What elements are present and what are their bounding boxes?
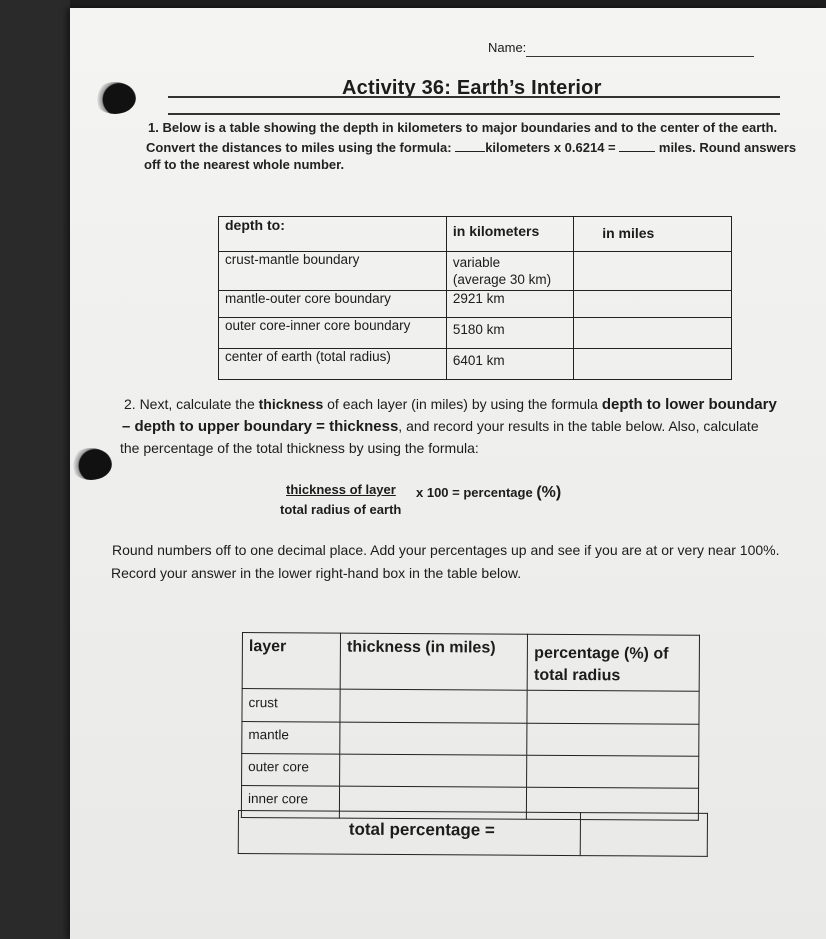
percentage-answer-cell[interactable] — [527, 690, 699, 724]
total-percentage-cell[interactable] — [580, 813, 707, 857]
thickness-answer-cell[interactable] — [340, 689, 527, 723]
depth-table-header — [219, 217, 732, 252]
row-km: 5180 km — [446, 318, 573, 349]
title-rule-bottom — [168, 113, 780, 115]
header-percentage — [527, 634, 699, 691]
miles-answer-cell[interactable] — [574, 349, 732, 380]
round-line1: Round numbers off to one decimal place. Add your percentages up and see if you are at or very near 100%. — [112, 542, 780, 558]
row-label: crust-mantle boundary — [219, 252, 447, 291]
thickness-table-header — [242, 633, 699, 692]
page-title: Activity 36: Earth’s Interior — [342, 77, 602, 99]
total-row — [238, 811, 707, 857]
thickness-answer-cell[interactable] — [340, 722, 527, 755]
table-row — [219, 349, 732, 380]
q1-line1: 1. Below is a table showing the depth in kilometers to major boundaries and to the center of the earth. — [148, 120, 778, 135]
row-km — [446, 252, 573, 291]
name-label: Name: — [488, 40, 527, 55]
layer-label: mantle — [242, 722, 340, 755]
round-line2: Record your answer in the lower right-hand box in the table below. — [111, 565, 522, 581]
q2-line3: the percentage of the total thickness by using the formula: — [120, 440, 479, 456]
q1-formula-prefix: Convert the distances to miles using the formula: — [146, 140, 452, 155]
q2-line2 — [122, 418, 759, 435]
header-in-miles: in miles — [574, 217, 732, 252]
layer-label: crust — [242, 689, 340, 723]
thickness-table — [241, 632, 700, 821]
table-row — [219, 252, 732, 291]
thickness-answer-cell[interactable] — [340, 754, 527, 787]
row-km: 6401 km — [446, 349, 573, 380]
header-thickness: thickness (in miles) — [340, 633, 527, 690]
title-rule-top — [168, 96, 780, 98]
q2-depth-lower: depth to lower boundary — [601, 396, 777, 413]
km-blank[interactable] — [455, 141, 485, 152]
q2-formula-intro: of each layer (in miles) by using the formula — [327, 396, 598, 412]
hole-punch-top — [94, 82, 136, 114]
miles-answer-cell[interactable] — [574, 291, 732, 318]
header-percentage-line1: percentage (%) of — [534, 644, 669, 663]
q1-line3: off to the nearest whole number. — [144, 157, 345, 172]
miles-blank[interactable] — [619, 141, 655, 152]
km-value-line1: variable — [452, 255, 501, 270]
formula-operator — [416, 484, 561, 502]
row-label: center of earth (total radius) — [219, 349, 447, 380]
layer-label: inner core — [241, 786, 339, 819]
depth-table — [218, 216, 732, 380]
row-label: outer core-inner core boundary — [219, 318, 447, 349]
percentage-answer-cell[interactable] — [527, 755, 699, 788]
header-percentage-line2: total radius — [534, 666, 621, 685]
formula-times: x 100 = percentage — [416, 485, 533, 500]
formula-denominator: total radius of earth — [280, 502, 402, 517]
table-row — [242, 754, 699, 789]
km-value-line2: (average 30 km) — [452, 272, 552, 287]
background-left — [0, 0, 70, 939]
row-km: 2921 km — [446, 291, 573, 318]
table-row — [242, 689, 699, 725]
header-depth-to: depth to: — [219, 217, 447, 252]
table-row — [242, 722, 699, 757]
percentage-answer-cell[interactable] — [527, 723, 699, 756]
table-row — [219, 318, 732, 349]
q1-formula-suffix: miles. Round answers — [658, 140, 797, 155]
q2-line1 — [124, 396, 777, 413]
header-layer: layer — [242, 633, 341, 690]
miles-answer-cell[interactable] — [574, 318, 732, 349]
hole-punch-middle — [70, 448, 112, 480]
layer-label: outer core — [242, 754, 340, 787]
header-in-kilometers: in kilometers — [446, 217, 573, 252]
total-percentage-label: total percentage = — [238, 811, 581, 856]
table-row — [219, 291, 732, 318]
q2-thickness: thickness — [258, 396, 324, 412]
formula-numerator: thickness of layer — [286, 482, 396, 497]
q1-line2 — [146, 140, 796, 155]
row-label: mantle-outer core boundary — [219, 291, 447, 318]
miles-answer-cell[interactable] — [574, 252, 732, 291]
q2-intro: 2. Next, calculate the — [124, 396, 255, 412]
name-input-line[interactable] — [526, 56, 754, 57]
q2-record: , and record your results in the table below. Also, calculate — [398, 418, 759, 434]
q2-depth-upper: – depth to upper boundary = thickness — [122, 418, 399, 435]
q1-formula-middle: kilometers x 0.6214 = — [485, 140, 616, 155]
formula-pct: (%) — [536, 484, 562, 501]
total-row-table — [238, 810, 708, 857]
